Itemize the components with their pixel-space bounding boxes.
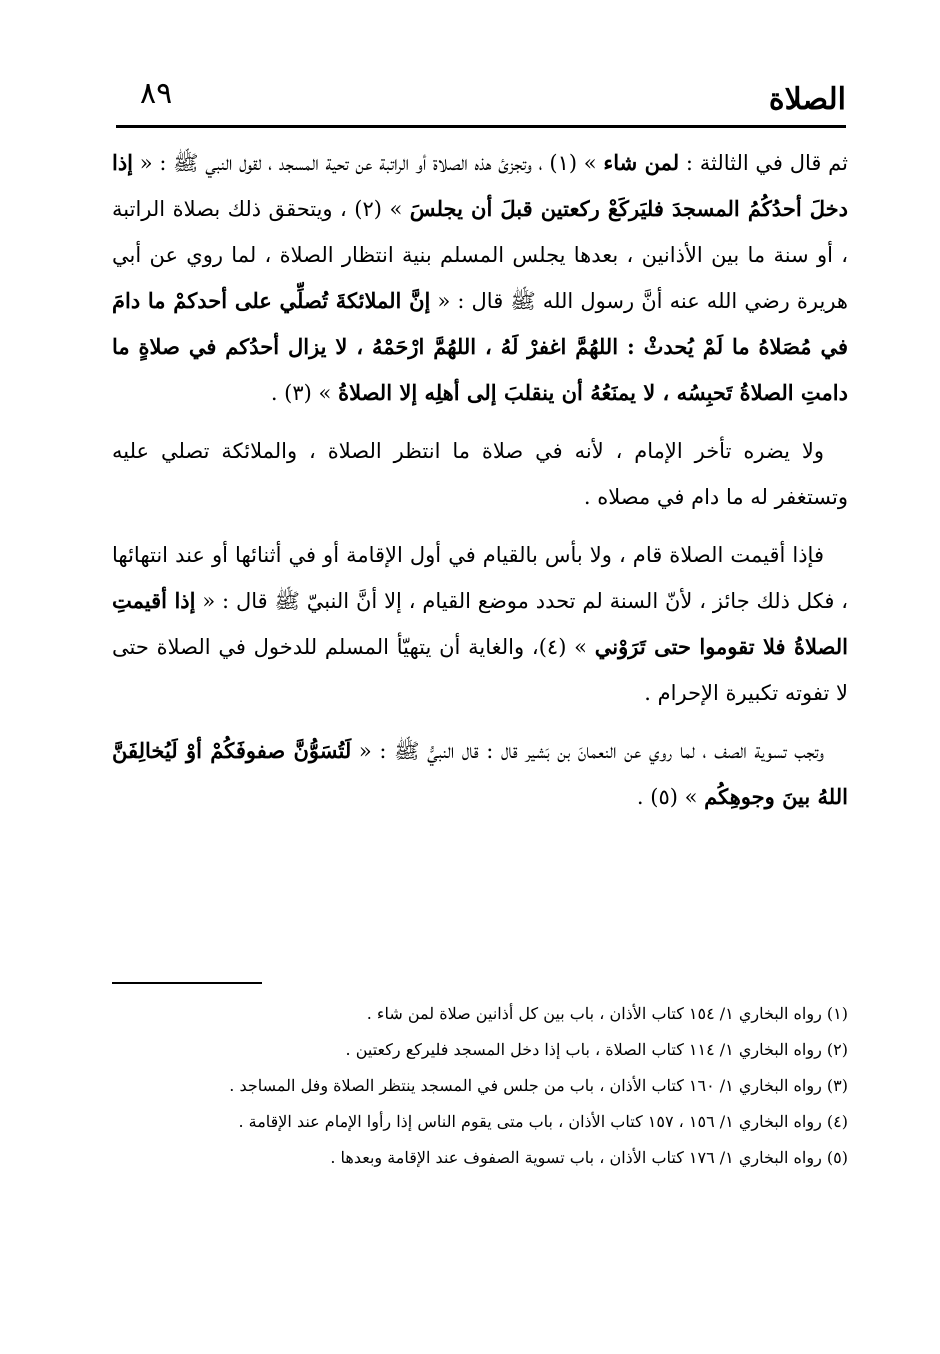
paragraph-1-text: » (٣) .: [270, 381, 339, 405]
hadith-quote: إنَّ الملائكةَ تُصلِّي على أحدكمْ ما دامَ في مُصَلاهُ ما لَمْ يُحدثْ : اللهُمَّ اغفرْ لَهُ ، اللهُمَّ ارْحَمْهُ ، لا يزال أحدُكم في صلاةٍ ما دامتِ الصلاةُ تَحبِسُه ، لا يمنَعُهُ أن ينقلبَ إلى أهلِه إلا الصلاةُ: [112, 288, 848, 405]
footnote: (١) رواه البخاري ١/ ١٥٤ كتاب الأذان ، باب بين كل أذانين صلاة لمن شاء .: [366, 1004, 848, 1023]
paragraph-3-text: فإذا أقيمت الصلاة قام ، ولا بأس بالقيام في أول الإقامة أو في أثنائها أو عند انتهائها ، فكل ذلك جائز ، لأنّ السنة لم تحدد موضع القيام ، إلا أنَّ النبيّ ﷺ قال : «: [112, 543, 848, 613]
paragraph-1-text: » (١) ، وتجزئ هذه الصلاة أو الراتبة عن تحية المسجد ، لقول النبي ﷺ : «: [133, 151, 604, 175]
footnote: (٢) رواه البخاري ١/ ١١٤ كتاب الصلاة ، باب إذا دخل المسجد فليركع ركعتين .: [345, 1040, 848, 1059]
hadith-quote: إذا دخلَ أحدُكُمُ المسجدَ فليَركَعْ ركعتين قبلَ أن يجلسَ: [112, 150, 848, 221]
paragraph-4-text: » (٥) .: [636, 785, 705, 809]
footnotes: [100, 998, 848, 1178]
paragraph-4: [112, 728, 848, 820]
footnote-rule: [112, 982, 262, 984]
quoted-phrase: لمن شاء: [603, 150, 680, 175]
paragraph-4-text: وتجب تسوية الصف ، لما روي عن النعمانَ بن بَشير قال : قال النبيُّ ﷺ : «: [351, 739, 824, 763]
body-text: [112, 140, 848, 832]
running-title: الصلاة: [768, 82, 846, 117]
paragraph-1: [112, 140, 848, 416]
paragraph-1-text: » (٢) ، ويتحقق ذلك بصلاة الراتبة ، أو سنة ما بين الأذانين ، بعدها يجلس المسلم بنية انتظار الصلاة ، لما روي عن أبي هريرة رضي الله عنه أنَّ رسول الله ﷺ قال : «: [112, 197, 848, 313]
footnote: (٥) رواه البخاري ١/ ١٧٦ كتاب الأذان ، باب تسوية الصفوف عند الإقامة وبعدها .: [330, 1148, 848, 1167]
paragraph-3-text: » (٤)، والغاية أن يتهيّأ المسلم للدخول في الصلاة حتى لا تفوته تكبيرة الإحرام .: [112, 635, 848, 705]
paragraph-3: [112, 532, 848, 716]
footnote: (٤) رواه البخاري ١/ ١٥٦ ، ١٥٧ كتاب الأذان ، باب متى يقوم الناس إذا رأوا الإمام عند الإقامة .: [238, 1112, 848, 1131]
page-number: ٨٩: [140, 76, 173, 111]
page-header: [118, 72, 846, 124]
paragraph-2: ولا يضره تأخر الإمام ، لأنه في صلاة ما انتظر الصلاة ، والملائكة تصلي عليه وتستغفر له ما دام في مصلاه .: [112, 439, 848, 509]
hadith-quote: إذا أقيمتِ الصلاةُ فلا تقوموا حتى تَرَوْني: [112, 588, 848, 659]
paragraph-1-text: ثم قال في الثالثة :: [679, 151, 848, 175]
header-rule: [116, 125, 846, 128]
footnote: (٣) رواه البخاري ١/ ١٦٠ كتاب الأذان ، باب من جلس في المسجد ينتظر الصلاة وفل المساجد .: [229, 1076, 848, 1095]
hadith-quote: لَتُسَوُّنَّ صفوفَكُمْ أوْ لَيُخالِفَنَّ اللهُ بينَ وجوهِكُم: [112, 738, 848, 809]
